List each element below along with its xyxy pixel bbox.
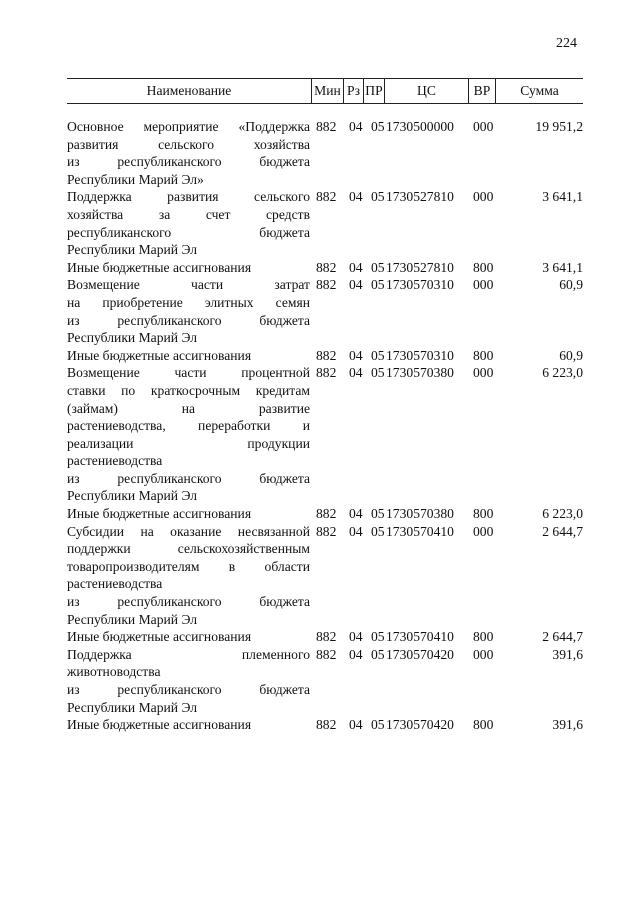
row-name-line: Республики Марий Эл [67,330,198,346]
column-header-rz: Рз [347,83,360,98]
row-name [67,347,310,365]
row-name-line: Возмещение части затрат [67,277,310,293]
row-rz: 04 [349,347,363,363]
row-vr: 000 [473,646,494,662]
row-name-line: Основное мероприятие «Поддержка [67,119,310,134]
row-pr: 05 [371,119,385,134]
row-name-line: ставки по краткосрочным кредитам [67,382,310,398]
column-header-cs: ЦС [417,83,436,98]
table-row [67,276,583,346]
row-name-line: животноводства [67,664,161,680]
row-name-line: Республики Марий Эл [67,699,198,715]
row-vr: 000 [473,365,494,381]
table-row [67,523,583,629]
row-rz: 04 [349,189,363,205]
row-cs: 1730570380 [386,506,454,522]
row-name [67,716,310,734]
row-sum: 60,9 [559,277,583,293]
row-rz: 04 [349,277,363,293]
row-name-line: Иные бюджетные ассигнования [67,629,252,645]
row-name-line: товаропроизводителям в области [67,558,310,574]
row-pr: 05 [371,277,385,293]
row-name [67,364,310,505]
row-sum: 19 951,2 [535,119,583,134]
column-header-sum: Сумма [520,83,559,98]
row-name-line: Республики Марий Эл [67,488,198,504]
row-rz: 04 [349,365,363,381]
row-rz: 04 [349,506,363,522]
row-name-line: из республиканского бюджета [67,594,310,610]
row-pr: 05 [371,189,385,205]
row-pr: 05 [371,717,385,733]
row-name [67,259,310,277]
row-name [67,188,310,258]
row-sum: 2 644,7 [542,523,583,539]
row-name [67,118,310,188]
row-name-line: хозяйства за счет средств [67,206,310,222]
row-cs: 1730570310 [386,347,454,363]
row-pr: 05 [371,523,385,539]
row-sum: 60,9 [559,347,583,363]
row-vr: 800 [473,629,494,645]
row-name-line: из республиканского бюджета [67,154,310,170]
row-name-line: растениеводства, переработки и [67,418,310,434]
table-row [67,364,583,505]
row-cs: 1730570310 [386,277,454,293]
row-sum: 3 641,1 [542,259,583,275]
row-name-line: Республики Марий Эл» [67,171,204,187]
row-min: 882 [316,646,337,662]
row-vr: 800 [473,259,494,275]
row-name-line: Иные бюджетные ассигнования [67,506,252,522]
row-min: 882 [316,506,337,522]
row-cs: 1730500000 [386,119,454,134]
row-pr: 05 [371,629,385,645]
row-cs: 1730570380 [386,365,454,381]
table-row [67,188,583,258]
row-name-line: растениеводства [67,576,163,592]
row-pr: 05 [371,506,385,522]
row-min: 882 [316,365,337,381]
row-name [67,276,310,346]
table-row [67,347,583,365]
row-name-line: Республики Марий Эл [67,611,198,627]
row-vr: 800 [473,717,494,733]
column-header-vr: ВР [473,83,491,98]
row-sum: 3 641,1 [542,189,583,205]
row-name [67,523,310,629]
row-rz: 04 [349,646,363,662]
row-sum: 391,6 [552,717,583,733]
row-min: 882 [316,629,337,645]
row-name-line: из республиканского бюджета [67,682,310,697]
row-min: 882 [316,347,337,363]
row-cs: 1730570420 [386,646,454,662]
row-sum: 6 223,0 [542,365,583,381]
row-vr: 000 [473,523,494,539]
row-name-line: республиканского бюджета [67,224,310,240]
row-sum: 6 223,0 [542,506,583,522]
table-body [67,118,583,734]
row-pr: 05 [371,347,385,363]
row-rz: 04 [349,259,363,275]
row-sum: 2 644,7 [542,629,583,645]
row-rz: 04 [349,629,363,645]
row-vr: 800 [473,506,494,522]
row-name-line: Иные бюджетные ассигнования [67,347,252,363]
table-row [67,646,583,716]
row-rz: 04 [349,717,363,733]
row-pr: 05 [371,365,385,381]
row-cs: 1730570410 [386,523,454,539]
row-name [67,628,310,646]
row-name-line: Иные бюджетные ассигнования [67,259,252,275]
row-name-line: на приобретение элитных семян [67,294,310,310]
row-vr: 000 [473,189,494,205]
row-cs: 1730570410 [386,629,454,645]
column-header-min: Мин [314,83,341,98]
table-row [67,118,583,188]
table-row [67,628,583,646]
row-min: 882 [316,259,337,275]
row-name-line: Поддержка развития сельского [67,189,310,205]
row-min: 882 [316,717,337,733]
row-name-line: из республиканского бюджета [67,470,310,486]
row-sum: 391,6 [552,646,583,662]
table-header [67,78,583,104]
row-pr: 05 [371,259,385,275]
row-name-line: развития сельского хозяйства [67,136,310,152]
row-min: 882 [316,119,337,134]
column-header-pr: ПР [365,83,383,98]
row-name-line: Субсидии на оказание несвязанной [67,523,310,539]
row-name-line: реализации продукции [67,435,310,451]
row-rz: 04 [349,523,363,539]
row-vr: 800 [473,347,494,363]
table-row [67,716,583,734]
row-name [67,505,310,523]
row-cs: 1730527810 [386,259,454,275]
column-header-name: Наименование [146,83,232,98]
row-cs: 1730527810 [386,189,454,205]
row-pr: 05 [371,646,385,662]
row-name-line: Иные бюджетные ассигнования [67,717,252,733]
row-rz: 04 [349,119,363,134]
table-row [67,505,583,523]
row-min: 882 [316,189,337,205]
row-name-line: Поддержка племенного [67,646,310,662]
row-name-line: Республики Марий Эл [67,242,198,258]
row-name-line: поддержки сельскохозяйственным [67,541,310,557]
row-name-line: растениеводства [67,453,163,469]
row-min: 882 [316,277,337,293]
row-cs: 1730570420 [386,717,454,733]
page-number: 224 [556,36,577,51]
table-row [67,259,583,277]
row-name-line: Возмещение части процентной [67,365,310,381]
row-min: 882 [316,523,337,539]
row-name [67,646,310,716]
row-name-line: (займам) на развитие [67,400,310,416]
row-vr: 000 [473,277,494,293]
row-vr: 000 [473,119,494,134]
row-name-line: из республиканского бюджета [67,312,310,328]
